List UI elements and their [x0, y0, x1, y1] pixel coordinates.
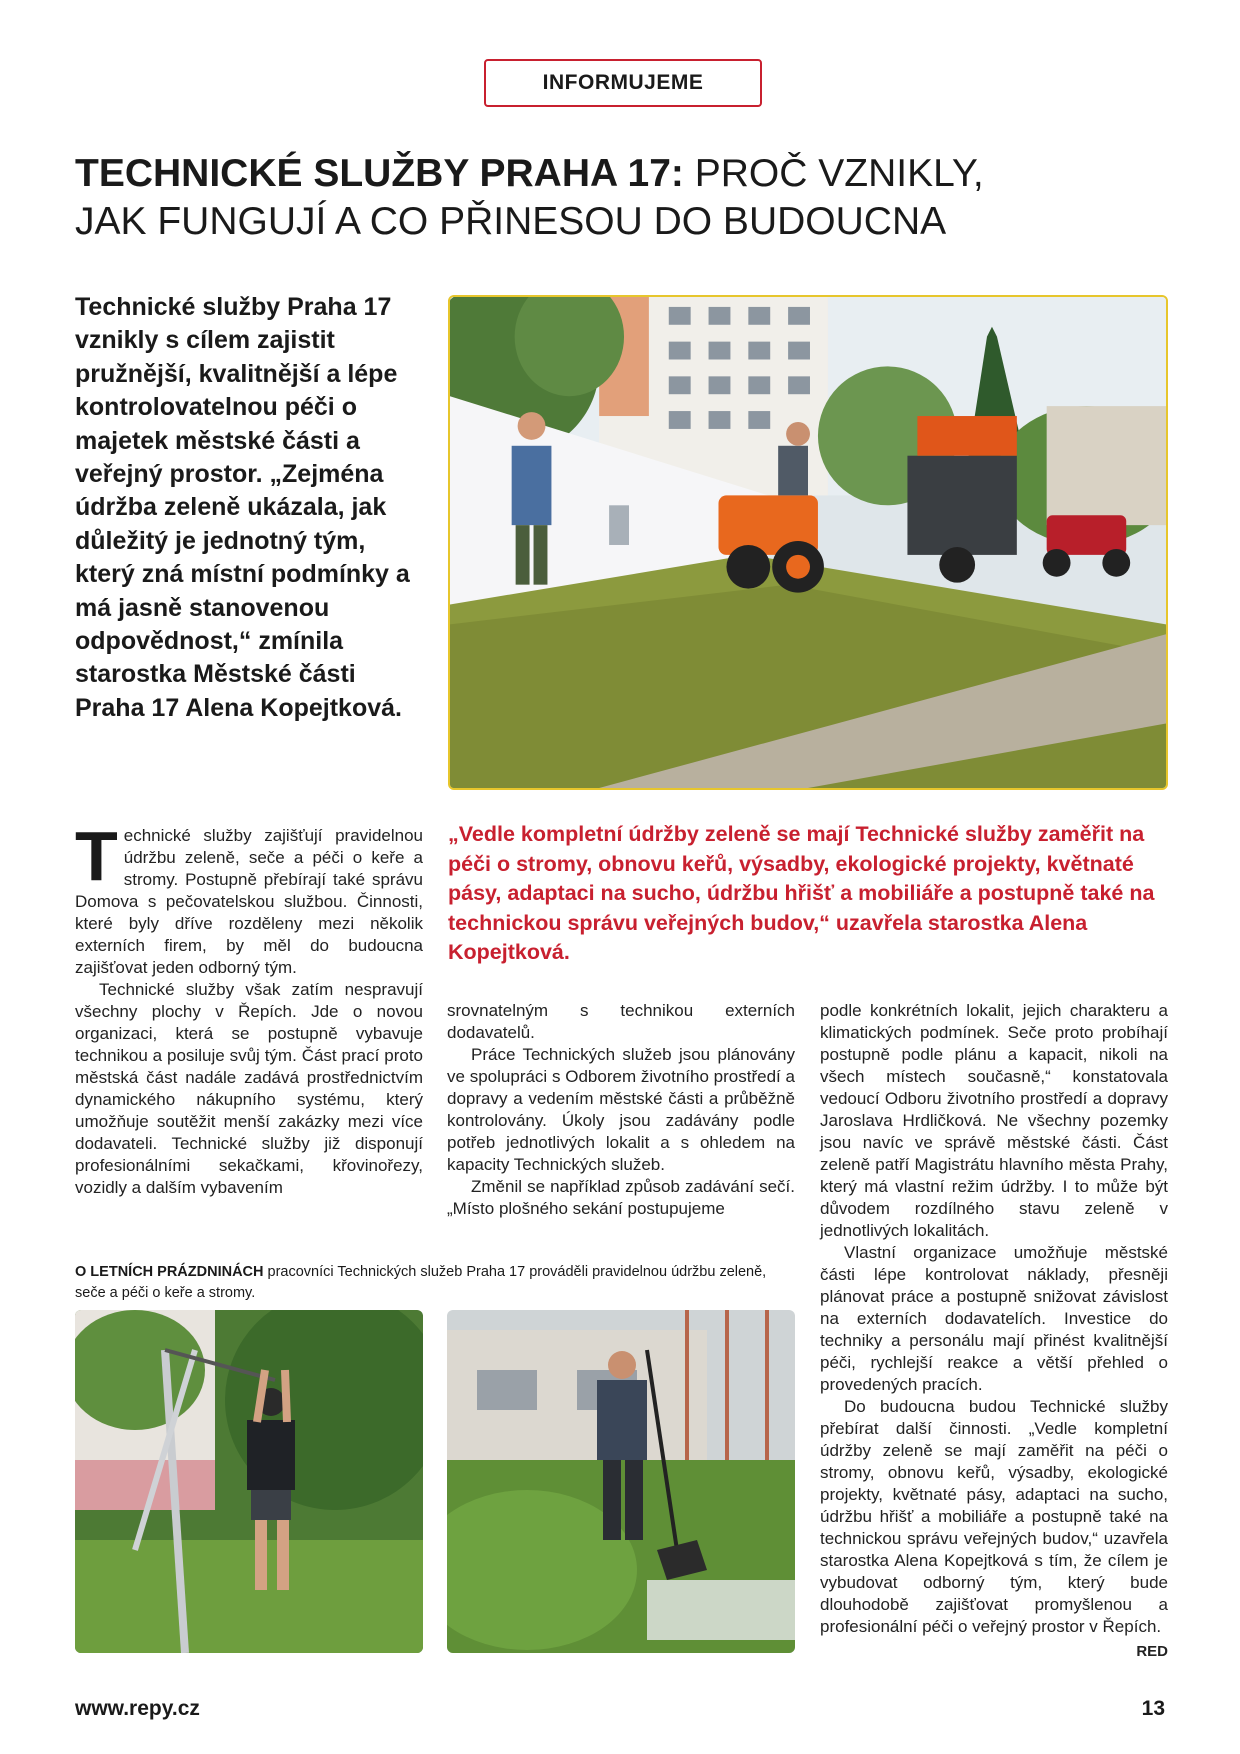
title-regular-line2: JAK FUNGUJÍ A CO PŘINESOU DO BUDOUCNA — [75, 200, 947, 243]
pull-quote: „Vedle kompletní údržby zeleně se mají Technické služby zaměřit na péči o stromy, obnovu keřů, výsadby, ekologické projekty, květnaté pásy, adaptaci na sucho, údržbu hřišť a mobiliáře a postupně také na technickou správu veřejných budov,“ uzavřela starostka Alena Kopejtková. — [448, 822, 1155, 965]
main-photo-mowing — [448, 295, 1168, 790]
body-paragraph — [75, 817, 423, 979]
body-column-1 — [75, 817, 423, 1199]
col3-p3-text: Do budoucna budou Technické služby přebírat další činnosti. „Vedle kompletní údržby zeleně se mají zaměřit na péči o stromy, obnovu keřů, výsadby, ekologické projekty, květnaté pásy, adaptaci na sucho, údržbu hřišť a mobiliáře a postupně také na technickou správu veřejných budov,“ uzavřela starostka Alena Kopejtková s tím, že cílem je vybudovat odborný tým, který bude dlouhodobě zajišťovat promyšlenou a profesionální péči o veřejný prostor v Řepích. — [820, 1397, 1168, 1636]
page-number: 13 — [1141, 1697, 1165, 1720]
title-bold: TECHNICKÉ SLUŽBY PRAHA 17: — [75, 152, 684, 195]
mowing-scene-image — [450, 297, 1166, 788]
body-paragraph: Práce Technických služeb jsou plánovány ve spolupráci s Odborem životního prostředí a dopravy a vedením městské části a průběžně kontrolovány. Úkoly jsou zadávány podle potřeb jednotlivých lokalit a s ohledem na kapacity Technických služeb. — [447, 1045, 795, 1174]
footer-website[interactable]: www.repy.cz — [75, 1697, 200, 1720]
body-column-3 — [820, 1000, 1168, 1663]
lead-paragraph: Technické služby Praha 17 vznikly s cílem zajistit pružnější, kvalitnější a lépe kontrolovatelnou péči o majetek městské části a veřejný prostor. „Zejména údržba zeleně ukázala, jak důležitý je jednotný tým, který zná místní podmínky a má jasně stanovenou odpovědnost,“ zmínila starostka Městské části Praha 17 Alena Kopejtková. — [75, 293, 410, 722]
photo-caption — [75, 1262, 795, 1304]
body-column-2 — [447, 1000, 795, 1220]
body-paragraph: Technické služby však zatím nespravují všechny plochy v Řepích. Jde o novou organizaci, která se postupně vybavuje technikou a posiluje svůj tým. Část prací proto městská část nadále zadává prostřednictvím dynamického nákupního systému, který umožňuje soutěžit menší zakázky mezi více dodavateli. Technické služby již disponují profesionálními sekačkami, křovinořezy, vozidly a dalším vybavením — [75, 980, 423, 1197]
body-paragraph: Změnil se například způsob zadávání sečí. „Místo plošného sekání postupujeme — [447, 1177, 795, 1218]
hedge-trimming-image — [75, 1310, 423, 1653]
body-paragraph — [820, 1396, 1168, 1660]
author-signature: RED — [1136, 1643, 1168, 1660]
photo-hedge-trimming — [75, 1310, 423, 1653]
photo-raking — [447, 1310, 795, 1653]
body-paragraph: Vlastní organizace umožňuje městské části lépe kontrolovat náklady, přesněji plánovat práce a postupně snižovat závislost na externích dodavatelích. Investice do techniky a personálu mají přinést kvalitnější péči, rychlejší reakce a větší přehled o provedených pracích. — [820, 1243, 1168, 1394]
article-title — [75, 150, 1175, 246]
body-paragraph: podle konkrétních lokalit, jejich charakteru a klimatických podmínek. Seče proto probíhají postupně podle plánu a kapacit, nikoli na všech místech současně,“ konstatovala vedoucí Odboru životního prostředí a dopravy Jaroslava Hrdličková. Ne všechny pozemky jsou navíc ve správě městské části. Část zeleně patří Magistrátu hlavního města Prahy, který má vlastní režim údržby. I to může být důvodem rozdílného stavu zeleně v jednotlivých lokalitách. — [820, 1001, 1168, 1240]
title-regular-line1: PROČ VZNIKLY, — [683, 152, 984, 195]
col1-p1-text: echnické služby zajišťují pravidelnou údržbu zeleně, seče a péči o keře a stromy. Postupně přebírají také správu Domova s pečovatelskou službou. Činnosti, které byly dříve rozděleny mezi několik externích firem, by měl do budoucna zajišťovat jeden odborný tým. — [75, 826, 423, 977]
dropcap: T — [75, 817, 118, 895]
body-paragraph: srovnatelným s technikou externích dodavatelů. — [447, 1001, 795, 1042]
caption-lead: O LETNÍCH PRÁZDNINÁCH — [75, 1264, 264, 1280]
caption-text: pracovníci Technických služeb Praha 17 prováděli pravidelnou údržbu zeleně, seče a péči o keře a stromy. — [75, 1264, 767, 1301]
raking-image — [447, 1310, 795, 1653]
section-badge: INFORMUJEME — [484, 59, 762, 107]
